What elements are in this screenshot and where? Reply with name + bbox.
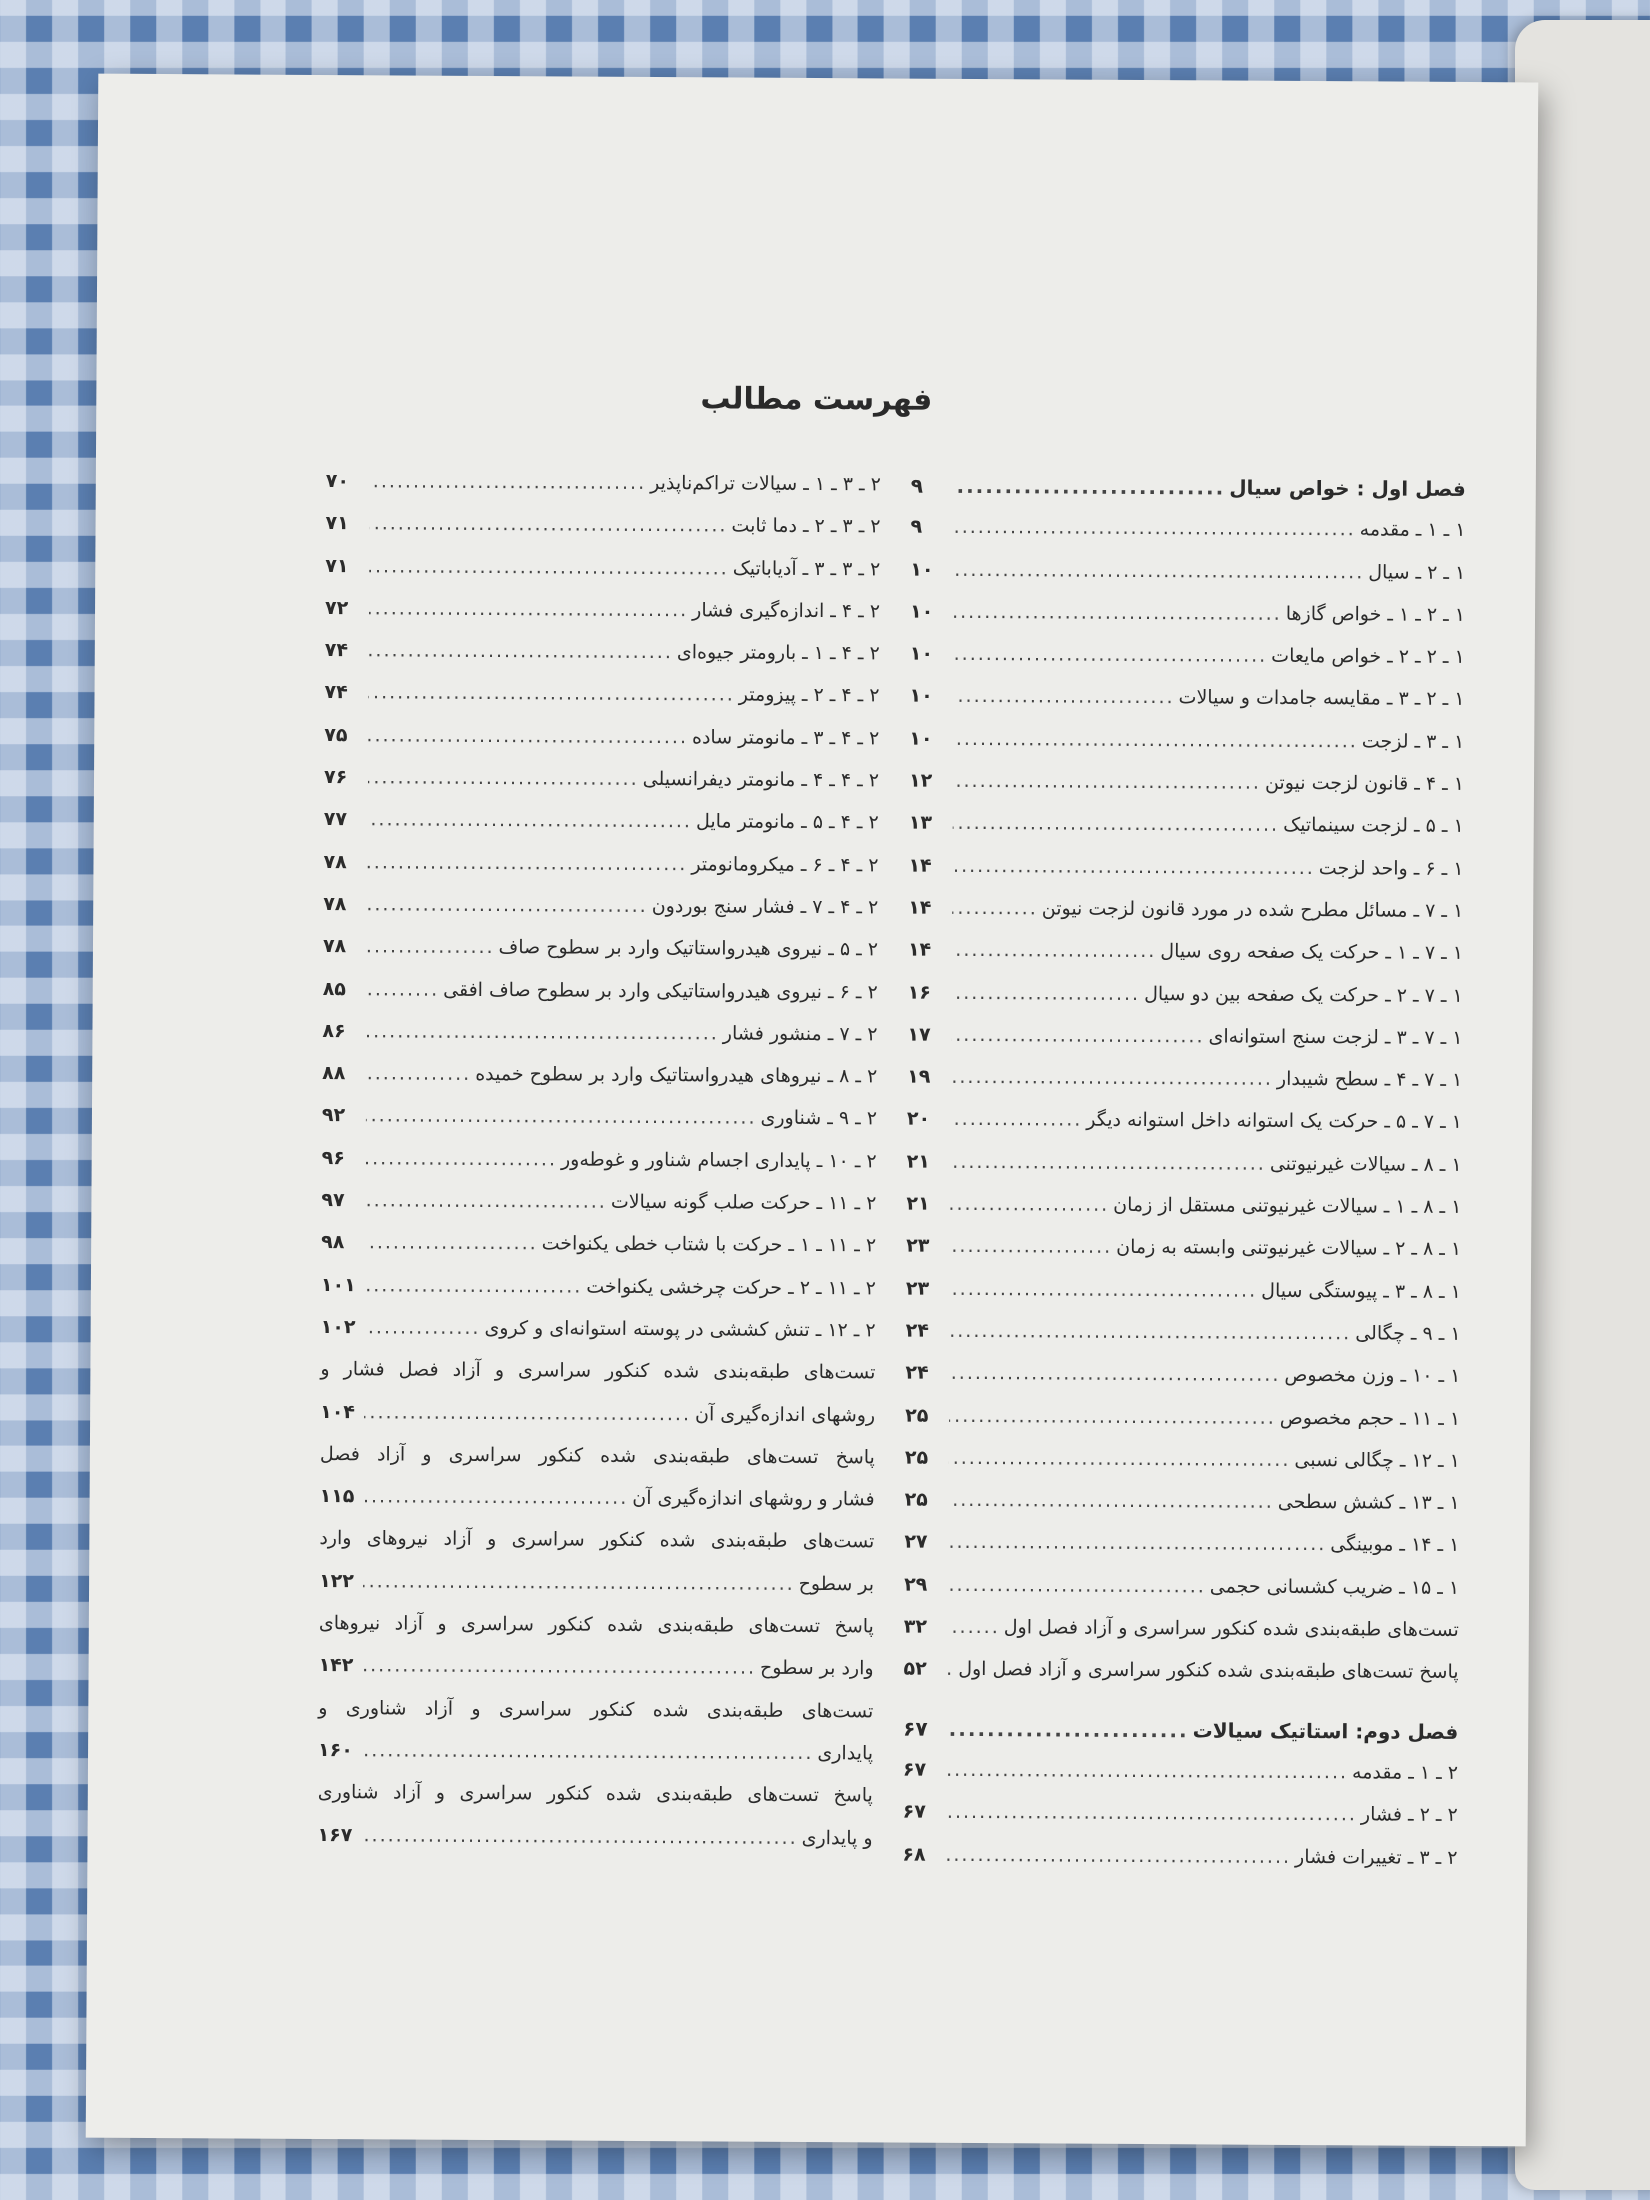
toc-page-number: ۶۷: [902, 1758, 927, 1781]
toc-leader-dots: [366, 1147, 557, 1170]
toc-entry: [910, 643, 1465, 689]
toc-page-number: ۱۱۵: [319, 1485, 355, 1508]
toc-page-number: ۱۷: [907, 1023, 931, 1046]
toc-entry: [320, 1316, 875, 1362]
toc-page-number: ۹: [910, 515, 923, 538]
toc-page-number: ۱۰: [909, 685, 933, 708]
toc-page-number: ۶۸: [902, 1843, 926, 1866]
toc-leader-dots: [361, 1824, 797, 1849]
toc-leader-dots: [367, 851, 687, 875]
toc-page-number: ۱۲۲: [319, 1569, 354, 1592]
toc-leader-dots: [369, 639, 673, 663]
toc-entry-title: ۱ ـ ۷ ـ ۴ ـ سطح شیبدار: [1276, 1067, 1463, 1092]
toc-leader-dots: [950, 1193, 1109, 1216]
toc-entry: [324, 681, 879, 727]
toc-entry-title: ۱ ـ ۱۳ ـ کشش سطحی: [1277, 1490, 1460, 1515]
toc-page-number: ۶۷: [903, 1716, 928, 1741]
toc-entry: [322, 1147, 877, 1193]
toc-entry-title: ۲ ـ ۳ ـ تغییرات فشار: [1295, 1845, 1458, 1869]
toc-entry: [908, 981, 1463, 1027]
toc-leader-dots: [949, 1447, 1291, 1471]
toc-leader-dots: [953, 812, 1279, 836]
toc-page-number: ۲۱: [906, 1150, 930, 1173]
toc-entry: [319, 1612, 874, 1658]
toc-entry-title: وارد بر سطوح: [759, 1657, 874, 1680]
toc-entry-title: ۲ ـ ۴ ـ ۵ ـ مانومتر مایل: [695, 810, 879, 834]
toc-entry: [323, 851, 878, 897]
toc-entry: [321, 1189, 876, 1235]
toc-page-number: ۶۷: [902, 1800, 926, 1823]
toc-entry-title: ۲ ـ ۱۲ ـ تنش کششی در پوسته استوانه‌ای و کروی: [484, 1316, 876, 1342]
toc-page-number: ۱۶: [907, 981, 931, 1004]
toc-entry: [323, 978, 878, 1024]
toc-entry: [322, 1104, 877, 1150]
toc-leader-dots: [946, 1843, 1291, 1867]
toc-page-number: ۳۲: [903, 1615, 928, 1638]
toc-leader-dots: [365, 1316, 481, 1339]
toc-entry: [909, 812, 1464, 858]
toc-entry: [322, 1062, 877, 1108]
toc-entry: [908, 897, 1463, 943]
toc-page-number: ۹۲: [321, 1104, 346, 1127]
toc-entry-title: ۲ ـ ۸ ـ نیروهای هیدرواستاتیک وارد بر سطوح خمیده: [475, 1063, 878, 1088]
toc-entry-title: ۲ ـ ۳ ـ ۱ ـ سیالات تراکم‌ناپذیر: [650, 471, 881, 496]
toc-leader-dots: [953, 685, 1174, 708]
toc-entry-title: ۲ ـ ۶ ـ نیروی هیدرواستاتیکی وارد بر سطوح صاف افقی: [443, 978, 878, 1003]
toc-leader-dots: [369, 597, 688, 621]
toc-entry-title: ۱ ـ ۸ ـ ۱ ـ سیالات غیرنیوتنی مستقل از زمان: [1113, 1193, 1462, 1219]
toc-entry-title: تست‌های طبقه‌بندی شده کنکور سراسری و آزاد نیروهای وارد: [319, 1527, 875, 1553]
toc-leader-dots: [953, 728, 1358, 752]
toc-page-number: ۷۲: [324, 596, 349, 620]
toc-page-number: ۲۵: [905, 1404, 929, 1427]
toc-entry-title: ۱ ـ ۷ ـ ۲ ـ حرکت یک صفحه بین دو سیال: [1144, 982, 1463, 1007]
toc-entry-title: ۲ ـ ۱ ـ مقدمه: [1352, 1761, 1459, 1784]
toc-entry-title: ۱ ـ ۳ ـ لزجت: [1361, 730, 1465, 753]
toc-entry: [324, 724, 879, 770]
toc-entry: [318, 1739, 873, 1785]
toc-entry-title: ۱ ـ ۷ ـ ۳ ـ لزجت سنج استوانه‌ای: [1208, 1025, 1463, 1049]
toc-leader-dots: [951, 1108, 1082, 1131]
toc-entry-title: ۱ ـ ۱۴ ـ موبینگی: [1330, 1533, 1460, 1557]
toc-entry: [904, 1489, 1459, 1535]
toc-leader-dots: [364, 1485, 629, 1509]
toc-entry: [324, 766, 879, 812]
toc-entry: [910, 558, 1465, 604]
toc-leader-dots: [366, 1020, 718, 1044]
toc-entry: [325, 512, 880, 558]
toc-entry: [324, 808, 879, 854]
toc-chapter-entry: [903, 1716, 1458, 1762]
toc-entry: [320, 1401, 875, 1447]
toc-leader-dots: [370, 513, 728, 537]
toc-right-column: [902, 474, 1466, 1889]
toc-entry: [326, 470, 881, 516]
toc-page-number: ۷۷: [323, 808, 348, 831]
toc-leader-dots: [954, 643, 1268, 667]
toc-entry-title: فشار و روشهای اندازه‌گیری آن: [632, 1487, 875, 1511]
toc-leader-dots: [954, 601, 1282, 625]
toc-leader-dots: [954, 516, 1355, 540]
toc-page-number: ۸۵: [322, 977, 347, 1000]
toc-entry-title: فصل دوم: استاتیک سیالات: [1192, 1717, 1459, 1744]
toc-page-number: ۱۹: [907, 1065, 931, 1088]
toc-entry-title: ۲ ـ ۲ ـ فشار: [1360, 1803, 1458, 1827]
toc-page-number: ۲۵: [904, 1488, 928, 1511]
toc-leader-dots: [365, 1232, 538, 1255]
toc-leader-dots: [950, 1235, 1112, 1258]
toc-entry: [910, 516, 1465, 562]
toc-page-number: ۲۱: [906, 1192, 930, 1215]
toc-entry: [318, 1654, 873, 1700]
toc-entry-title: ۱ ـ ۹ ـ چگالی: [1355, 1322, 1461, 1345]
toc-entry-title: تست‌های طبقه‌بندی شده کنکور سراسری و آزاد شناوری و: [318, 1696, 874, 1722]
toc-entry: [319, 1485, 874, 1531]
toc-entry-title: ۱ ـ ۱۲ ـ چگالی نسبی: [1294, 1448, 1460, 1472]
toc-entry: [321, 1274, 876, 1320]
toc-page-number: ۱۳: [908, 811, 933, 835]
toc-entry: [319, 1527, 874, 1573]
toc-entry-title: فصل اول : خواص سیال: [1229, 475, 1466, 501]
toc-entry-title: ۱ ـ ۴ ـ قانون لزجت نیوتن: [1264, 771, 1465, 796]
toc-entry-title: ۲ ـ ۴ ـ ۷ ـ فشار سنج بوردون: [651, 894, 879, 919]
toc-page-number: ۱۰۲: [320, 1315, 356, 1339]
toc-entry-title: و پایداری: [801, 1826, 873, 1849]
book-page: [86, 74, 1539, 2147]
toc-leader-dots: [952, 981, 1141, 1004]
toc-entry-title: ۲ ـ ۳ ـ ۳ ـ آدیاباتیک: [732, 557, 881, 581]
toc-entry: [906, 1235, 1461, 1281]
toc-entry-title: بر سطوح: [798, 1572, 875, 1596]
toc-page-number: ۷۴: [324, 681, 348, 704]
toc-entry-title: ۱ ـ ۷ ـ مسائل مطرح شده در مورد قانون لزجت نیوتن: [1041, 897, 1464, 922]
toc-entry-title: ۱ ـ ۲ ـ سیال: [1368, 560, 1466, 584]
toc-page-number: ۸۸: [322, 1062, 346, 1085]
toc-leader-dots: [363, 1655, 757, 1679]
toc-entry-title: ۱ ـ ۸ ـ ۲ ـ سیالات غیرنیوتنی وابسته به زمان: [1116, 1236, 1462, 1261]
toc-page-number: ۱۴: [908, 854, 932, 877]
toc-entry: [904, 1531, 1459, 1577]
toc-page-number: ۱۴: [908, 896, 932, 919]
toc-entry-title: ۲ ـ ۴ ـ ۱ ـ بارومتر جیوه‌ای: [676, 641, 880, 665]
toc-leader-dots: [951, 1066, 1273, 1090]
toc-entry: [319, 1570, 874, 1616]
toc-title: فهرست مطالب: [700, 381, 933, 418]
toc-entry: [909, 685, 1464, 731]
toc-leader-dots: [948, 1616, 1000, 1638]
toc-leader-dots: [365, 1274, 583, 1297]
toc-page-number: ۱۲: [908, 769, 933, 792]
toc-entry: [903, 1658, 1458, 1704]
toc-entry-title: روشهای اندازه‌گیری آن: [694, 1402, 876, 1426]
toc-entry: [321, 1231, 876, 1277]
toc-page-number: ۱۰: [909, 600, 934, 623]
toc-leader-dots: [368, 809, 692, 833]
toc-leader-dots: [950, 1277, 1257, 1301]
toc-entry-title: ۱ ـ ۱۱ ـ حجم مخصوص: [1279, 1406, 1461, 1430]
toc-page-number: ۷۸: [323, 850, 347, 873]
toc-leader-dots: [950, 1320, 1352, 1344]
toc-entry: [906, 1150, 1461, 1196]
toc-page-number: ۹۷: [321, 1189, 345, 1212]
toc-leader-dots: [951, 1024, 1204, 1048]
toc-entry-title: ۲ ـ ۴ ـ ۶ ـ میکرومانومتر: [691, 852, 879, 877]
toc-entry-title: پایداری: [817, 1741, 874, 1765]
toc-leader-dots: [955, 474, 1226, 500]
toc-entry: [323, 893, 878, 939]
toc-page-number: ۷۴: [324, 639, 349, 662]
toc-entry: [322, 1020, 877, 1066]
toc-entry: [320, 1443, 875, 1489]
toc-leader-dots: [951, 1151, 1266, 1175]
toc-entry-title: ۱ ـ ۵ ـ لزجت سینماتیک: [1283, 814, 1464, 838]
toc-entry: [907, 1023, 1462, 1069]
toc-entry-title: ۲ ـ ۴ ـ ۳ ـ مانومتر ساده: [691, 726, 880, 750]
toc-entry-title: ۱ ـ ۶ ـ واحد لزجت: [1318, 856, 1464, 880]
toc-leader-dots: [949, 1362, 1280, 1386]
toc-leader-dots: [949, 1489, 1274, 1513]
toc-entry: [905, 1362, 1460, 1408]
toc-leader-dots: [367, 978, 440, 1000]
toc-entry: [904, 1573, 1459, 1619]
toc-leader-dots: [366, 1105, 757, 1129]
toc-entry: [909, 727, 1464, 773]
toc-leader-dots: [953, 770, 1261, 794]
toc-entry-title: ۲ ـ ۷ ـ منشور فشار: [722, 1022, 878, 1046]
toc-page-number: ۱۰: [909, 727, 933, 750]
toc-page-number: ۱۰۴: [320, 1400, 356, 1423]
toc-leader-dots: [364, 1401, 691, 1425]
toc-leader-dots: [949, 1404, 1276, 1428]
toc-leader-dots: [367, 893, 648, 917]
toc-entry: [318, 1781, 873, 1827]
toc-left-column: [317, 470, 881, 1869]
toc-page-number: ۹: [910, 473, 924, 498]
toc-leader-dots: [368, 682, 734, 706]
toc-entry-title: ۲ ـ ۹ ـ شناوری: [760, 1107, 878, 1130]
toc-page-number: ۱۶۷: [317, 1823, 353, 1846]
toc-page-number: ۷۶: [323, 766, 348, 789]
toc-entry: [325, 555, 880, 601]
toc-entry-title: ۱ ـ ۸ ـ ۳ ـ پیوستگی سیال: [1261, 1279, 1461, 1303]
toc-page-number: ۱۴: [907, 938, 932, 961]
toc-leader-dots: [948, 1531, 1326, 1555]
toc-entry: [903, 1758, 1458, 1804]
toc-entry-title: ۱ ـ ۸ ـ سیالات غیرنیوتنی: [1269, 1152, 1462, 1176]
toc-page-number: ۱۰: [909, 642, 934, 665]
toc-entry-title: پاسخ تست‌های طبقه‌بندی شده کنکور سراسری و آزاد فصل: [319, 1442, 875, 1469]
toc-leader-dots: [362, 1739, 813, 1764]
toc-leader-dots: [947, 1759, 1348, 1783]
toc-entry: [907, 1108, 1462, 1154]
toc-entry: [320, 1358, 875, 1404]
toc-page-number: ۸۶: [322, 1019, 346, 1043]
toc-entry: [902, 1843, 1457, 1889]
toc-page-number: ۷۸: [323, 892, 347, 916]
toc-entry-title: ۲ ـ ۳ ـ ۲ ـ دما ثابت: [731, 514, 881, 538]
toc-entry-title: ۲ ـ ۴ ـ اندازه‌گیری فشار: [692, 599, 881, 623]
toc-entry: [905, 1446, 1460, 1492]
toc-page-number: ۹۸: [321, 1231, 345, 1254]
toc-leader-dots: [954, 558, 1364, 583]
toc-page-number: ۲۴: [905, 1361, 929, 1384]
toc-entry-title: ۱ ـ ۱۵ ـ ضریب کشسانی حجمی: [1209, 1575, 1460, 1599]
toc-page-number: ۲۵: [904, 1446, 929, 1469]
toc-entry: [906, 1193, 1461, 1239]
toc-page-number: ۷۸: [322, 935, 347, 958]
toc-entry-title: ۲ ـ ۱۱ ـ ۱ ـ حرکت با شتاب خطی یکنواخت: [541, 1232, 877, 1257]
toc-entry-title: ۲ ـ ۱۰ ـ پایداری اجسام شناور و غوطه‌ور: [560, 1148, 877, 1173]
toc-leader-dots: [948, 1574, 1206, 1598]
toc-entry: [908, 939, 1463, 985]
toc-entry: [904, 1616, 1459, 1662]
toc-entry-title: ۱ ـ ۷ ـ ۱ ـ حرکت یک صفحه روی سیال: [1160, 940, 1464, 965]
toc-entry-title: ۲ ـ ۴ ـ ۲ ـ پیزومتر: [738, 684, 880, 707]
toc-entry: [910, 600, 1465, 646]
toc-leader-dots: [367, 936, 495, 959]
toc-page-number: ۲۷: [904, 1530, 928, 1554]
toc-page-number: ۱۶۰: [318, 1738, 353, 1762]
toc-entry: [318, 1697, 873, 1743]
toc-entry-title: پاسخ تست‌های طبقه‌بندی شده کنکور سراسری و آزاد شناوری: [317, 1781, 873, 1807]
toc-page-number: ۷۵: [324, 723, 348, 746]
toc-leader-dots: [947, 1716, 1189, 1741]
toc-leader-dots: [948, 1658, 955, 1680]
toc-leader-dots: [952, 855, 1314, 879]
toc-entry-title: تست‌های طبقه‌بندی شده کنکور سراسری و آزاد فصل فشار و: [320, 1358, 876, 1384]
toc-page-number: ۲۳: [905, 1277, 930, 1300]
toc-entry-title: تست‌های طبقه‌بندی شده کنکور سراسری و آزاد فصل اول: [1003, 1616, 1459, 1641]
toc-entry-title: ۱ ـ ۲ ـ ۲ ـ خواص مایعات: [1271, 644, 1465, 669]
toc-entry: [325, 639, 880, 685]
toc-entry-title: ۱ ـ ۱۰ ـ وزن مخصوص: [1284, 1364, 1461, 1388]
toc-leader-dots: [363, 1570, 795, 1595]
toc-entry-title: ۲ ـ ۵ ـ نیروی هیدرواستاتیک وارد بر سطوح صاف: [498, 936, 879, 961]
toc-page-number: ۹۶: [321, 1146, 345, 1169]
toc-entry-title: پاسخ تست‌های طبقه‌بندی شده کنکور سراسری و آزاد نیروهای: [318, 1612, 874, 1638]
toc-entry: [903, 1801, 1458, 1847]
toc-entry-title: ۱ ـ ۱ ـ مقدمه: [1359, 518, 1466, 542]
toc-entry: [905, 1404, 1460, 1450]
toc-leader-dots: [368, 766, 639, 790]
toc-leader-dots: [370, 470, 646, 494]
toc-entry-title: ۲ ـ ۱۱ ـ حرکت صلب گونه سیالات: [610, 1190, 877, 1215]
toc-entry-title: ۱ ـ ۲ ـ ۳ ـ مقایسه جامدات و سیالات: [1178, 686, 1465, 711]
toc-leader-dots: [952, 939, 1156, 962]
toc-page-number: ۲۴: [905, 1319, 929, 1342]
toc-leader-dots: [365, 1189, 607, 1212]
toc-page-number: ۱۰۱: [320, 1273, 356, 1296]
toc-page-number: ۷۰: [325, 470, 350, 493]
toc-entry-title: پاسخ تست‌های طبقه‌بندی شده کنکور سراسری و آزاد فصل اول: [958, 1658, 1459, 1684]
toc-page-number: ۱۴۲: [318, 1654, 354, 1677]
toc-entry: [323, 935, 878, 981]
toc-entry-title: ۲ ـ ۱۱ ـ ۲ ـ حرکت چرخشی یکنواخت: [586, 1275, 876, 1300]
toc-leader-dots: [369, 555, 729, 579]
toc-leader-dots: [952, 897, 1038, 920]
toc-page-number: ۷۱: [325, 554, 349, 577]
toc-entry: [907, 1066, 1462, 1112]
toc-entry: [317, 1823, 872, 1869]
toc-entry: [325, 597, 880, 643]
toc-entry: [905, 1320, 1460, 1366]
toc-entry-title: ۱ ـ ۲ ـ ۱ ـ خواص گازها: [1285, 602, 1466, 626]
toc-entry-title: ۱ ـ ۷ ـ ۵ ـ حرکت یک استوانه داخل استوانه دیگر: [1086, 1109, 1463, 1134]
toc-page-number: ۲۰: [906, 1108, 931, 1131]
toc-entry: [908, 854, 1463, 900]
toc-leader-dots: [947, 1801, 1357, 1826]
toc-page-number: ۱۰: [910, 558, 934, 581]
toc-leader-dots: [366, 1062, 471, 1085]
toc-entry-title: ۲ ـ ۴ ـ ۴ ـ مانومتر دیفرانسیلی: [642, 768, 880, 792]
toc-page-number: ۲۳: [906, 1234, 930, 1258]
toc-entry: [906, 1277, 1461, 1323]
toc-chapter-entry: [911, 474, 1466, 520]
toc-page-number: ۷۱: [325, 512, 349, 535]
toc-leader-dots: [368, 724, 688, 748]
toc-page-number: ۵۲: [903, 1657, 927, 1681]
toc-page-number: ۲۹: [904, 1573, 928, 1596]
toc-entry: [909, 770, 1464, 816]
